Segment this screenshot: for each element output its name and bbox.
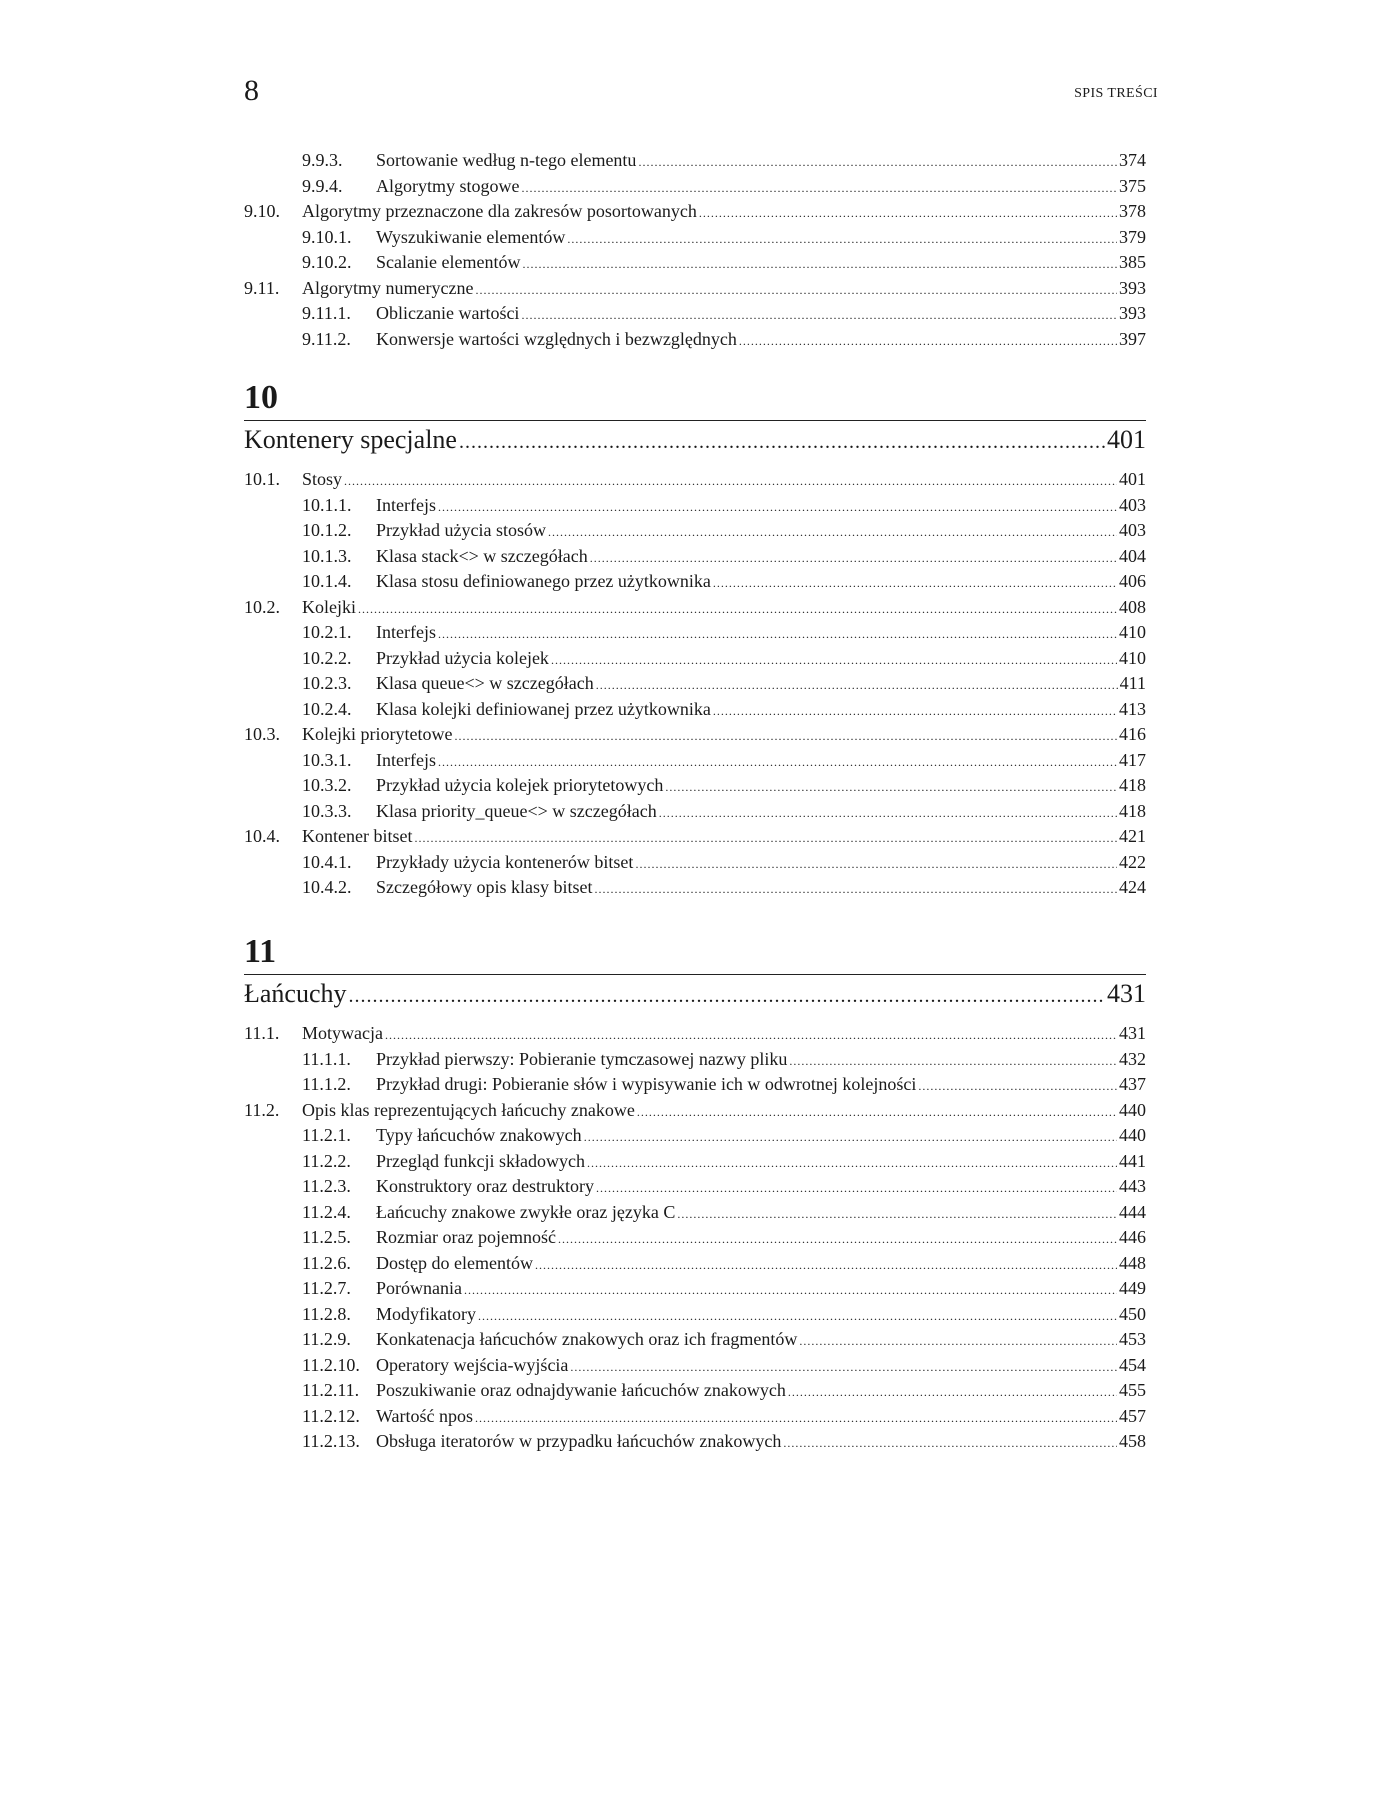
page-reference: 408	[1119, 596, 1146, 617]
section-number: 9.11.2.	[302, 328, 351, 349]
toc-entry[interactable]	[244, 850, 1146, 876]
section-number: 11.2.10.	[302, 1354, 360, 1375]
dot-leader	[637, 1100, 1117, 1126]
section-number: 11.1.2.	[302, 1074, 351, 1094]
page-reference: 449	[1119, 1278, 1146, 1298]
page-reference: 417	[1119, 749, 1146, 770]
page-reference: 432	[1119, 1048, 1146, 1069]
dot-leader	[789, 1049, 1117, 1075]
section-title: Wartość npos	[376, 1405, 474, 1426]
section-number: 10.1.1.	[302, 494, 352, 515]
section-title: Interfejs	[376, 494, 436, 515]
dot-leader	[665, 775, 1117, 801]
page-reference: 455	[1119, 1380, 1146, 1400]
section-title: Przykład użycia kolejek priorytetowych	[376, 775, 664, 795]
section-title: Opis klas reprezentujących łańcuchy znakowe	[302, 1099, 635, 1120]
dot-leader	[548, 520, 1117, 546]
section-number: 11.2.8.	[302, 1303, 351, 1324]
toc-entry[interactable]	[244, 1200, 1146, 1226]
page-reference: 424	[1119, 877, 1146, 897]
toc-entry[interactable]	[244, 301, 1146, 327]
page-reference: 393	[1119, 303, 1146, 323]
dot-leader	[385, 1023, 1117, 1049]
section-title: Kontener bitset	[302, 826, 413, 846]
section-title: Typy łańcuchów znakowych	[376, 1125, 582, 1145]
chapter-number: 11	[244, 933, 277, 970]
page-reference: 385	[1119, 252, 1146, 272]
dot-leader	[590, 546, 1117, 572]
dot-leader	[459, 423, 1105, 461]
dot-leader	[587, 1151, 1117, 1177]
dot-leader	[918, 1074, 1117, 1100]
toc-entry[interactable]	[244, 697, 1146, 723]
dot-leader	[414, 826, 1117, 852]
toc-entry[interactable]	[244, 595, 1146, 621]
toc-entry[interactable]	[244, 722, 1146, 748]
section-number: 11.2.	[244, 1099, 280, 1120]
section-number: 10.4.1.	[302, 851, 352, 872]
section-title: Łańcuchy znakowe zwykłe oraz języka C	[376, 1201, 676, 1222]
section-number: 11.2.12.	[302, 1405, 360, 1426]
page-reference: 421	[1119, 826, 1146, 846]
dot-leader	[570, 1355, 1117, 1381]
chapter-10	[244, 378, 1146, 901]
page-reference: 454	[1119, 1354, 1146, 1375]
section-title: Scalanie elementów	[376, 252, 521, 272]
section-title: Konkatenacja łańcuchów znakowych oraz ich fragmentów	[376, 1329, 798, 1349]
page-reference: 411	[1119, 673, 1146, 693]
dot-leader	[475, 1406, 1117, 1432]
toc-entry[interactable]	[244, 620, 1146, 646]
page-reference: 418	[1119, 800, 1146, 821]
toc-entry[interactable]	[244, 671, 1146, 697]
chapter-entries	[244, 467, 1146, 901]
page-reference: 450	[1119, 1303, 1146, 1324]
section-number: 10.2.4.	[302, 698, 352, 719]
section-number: 9.9.3.	[302, 150, 343, 170]
toc-entry[interactable]	[244, 773, 1146, 799]
section-number: 9.10.1.	[302, 226, 352, 247]
toc-entry[interactable]	[244, 1251, 1146, 1277]
toc-entry[interactable]	[244, 1123, 1146, 1149]
section-title: Przegląd funkcji składowych	[376, 1150, 585, 1171]
section-title: Konwersje wartości względnych i bezwzględnych	[376, 328, 737, 349]
dot-leader	[739, 329, 1117, 355]
dot-leader	[584, 1125, 1117, 1151]
toc-entry[interactable]	[244, 1098, 1146, 1124]
chapter-title-row[interactable]	[244, 421, 1146, 459]
chapter-number: 10	[244, 379, 278, 416]
section-number: 10.4.	[244, 826, 280, 846]
dot-leader	[438, 750, 1117, 776]
section-title: Motywacja	[302, 1023, 383, 1043]
dot-leader	[522, 252, 1117, 278]
toc-continuation	[244, 148, 1146, 352]
section-title: Przykład użycia stosów	[376, 520, 546, 540]
page-reference: 431	[1119, 1023, 1146, 1043]
section-title: Interfejs	[376, 749, 436, 770]
page-reference: 416	[1119, 724, 1146, 744]
dot-leader	[454, 724, 1117, 750]
page-reference: 437	[1119, 1074, 1146, 1094]
toc-entry[interactable]	[244, 1302, 1146, 1328]
section-number: 11.2.6.	[302, 1252, 351, 1273]
chapter-page: 401	[1107, 425, 1146, 454]
page-reference: 404	[1119, 545, 1146, 566]
section-number: 10.3.2.	[302, 775, 352, 795]
toc-entry[interactable]	[244, 1353, 1146, 1379]
section-number: 11.2.3.	[302, 1176, 351, 1196]
page-reference: 458	[1119, 1431, 1146, 1451]
section-number: 11.2.7.	[302, 1278, 351, 1298]
dot-leader	[349, 977, 1105, 1015]
section-number: 11.2.2.	[302, 1150, 351, 1171]
running-header: SPIS TREŚCI	[1074, 86, 1158, 101]
toc-entry[interactable]	[244, 1429, 1146, 1455]
toc-entry[interactable]	[244, 875, 1146, 901]
section-title: Klasa kolejki definiowanej przez użytkownika	[376, 698, 711, 719]
page-reference: 441	[1119, 1150, 1146, 1171]
section-number: 10.3.	[244, 724, 280, 744]
dot-leader	[677, 1202, 1117, 1228]
page-reference: 440	[1119, 1099, 1146, 1120]
page-reference: 403	[1119, 520, 1146, 540]
dot-leader	[567, 227, 1117, 253]
page-reference: 410	[1119, 622, 1146, 642]
section-number: 10.1.4.	[302, 571, 352, 591]
page-reference: 457	[1119, 1405, 1146, 1426]
page-reference: 422	[1119, 851, 1146, 872]
dot-leader	[475, 278, 1117, 304]
toc-entry[interactable]	[244, 1072, 1146, 1098]
page-reference: 397	[1119, 328, 1146, 349]
dot-leader	[558, 1227, 1117, 1253]
toc-entry[interactable]	[244, 276, 1146, 302]
dot-leader	[438, 495, 1117, 521]
dot-leader	[344, 469, 1117, 495]
toc-entry[interactable]	[244, 1047, 1146, 1073]
toc-entry[interactable]	[244, 748, 1146, 774]
page-reference: 401	[1119, 469, 1146, 489]
dot-leader	[788, 1380, 1117, 1406]
section-title: Poszukiwanie oraz odnajdywanie łańcuchów znakowych	[376, 1380, 786, 1400]
section-number: 11.2.5.	[302, 1227, 351, 1247]
toc-entry[interactable]	[244, 646, 1146, 672]
section-number: 10.3.3.	[302, 800, 352, 821]
page-reference: 403	[1119, 494, 1146, 515]
page-reference: 453	[1119, 1329, 1146, 1349]
page-reference: 393	[1119, 277, 1146, 298]
section-number: 11.2.1.	[302, 1125, 351, 1145]
toc-entry[interactable]	[244, 250, 1146, 276]
section-title: Interfejs	[376, 622, 436, 642]
section-number: 11.1.	[244, 1023, 280, 1043]
toc-entry[interactable]	[244, 1276, 1146, 1302]
section-title: Kolejki	[302, 596, 356, 617]
toc-entry[interactable]	[244, 1021, 1146, 1047]
section-title: Sortowanie według n-tego elementu	[376, 150, 637, 170]
section-number: 11.2.4.	[302, 1201, 351, 1222]
chapter-page: 431	[1107, 979, 1146, 1008]
section-title: Algorytmy numeryczne	[302, 277, 474, 298]
dot-leader	[551, 648, 1117, 674]
dot-leader	[478, 1304, 1117, 1330]
dot-leader	[535, 1253, 1117, 1279]
toc-entry[interactable]	[244, 824, 1146, 850]
section-title: Przykłady użycia kontenerów bitset	[376, 851, 634, 872]
toc-entry[interactable]	[244, 199, 1146, 225]
section-title: Klasa queue<> w szczegółach	[376, 673, 594, 693]
dot-leader	[699, 201, 1117, 227]
page-reference: 448	[1119, 1252, 1146, 1273]
section-title: Dostęp do elementów	[376, 1252, 533, 1273]
dot-leader	[596, 1176, 1117, 1202]
section-number: 11.1.1.	[302, 1048, 351, 1069]
dot-leader	[521, 303, 1117, 329]
dot-leader	[799, 1329, 1117, 1355]
section-title: Porównania	[376, 1278, 462, 1298]
section-number: 11.2.9.	[302, 1329, 351, 1349]
chapter-11	[244, 932, 1146, 1455]
dot-leader	[713, 699, 1117, 725]
section-title: Klasa stosu definiowanego przez użytkownika	[376, 571, 711, 591]
toc-entry[interactable]	[244, 327, 1146, 353]
section-title: Kolejki priorytetowe	[302, 724, 453, 744]
toc-entry[interactable]	[244, 174, 1146, 200]
dot-leader	[783, 1431, 1117, 1457]
page-reference: 379	[1119, 226, 1146, 247]
section-number: 11.2.11.	[302, 1380, 360, 1400]
section-title: Stosy	[302, 469, 343, 489]
chapter-entries	[244, 1021, 1146, 1455]
section-number: 10.1.	[244, 469, 280, 489]
toc-entry[interactable]	[244, 493, 1146, 519]
dot-leader	[635, 852, 1117, 878]
section-title: Obsługa iteratorów w przypadku łańcuchów znakowych	[376, 1431, 782, 1451]
section-number: 10.2.1.	[302, 622, 352, 642]
chapter-title: Łańcuchy	[244, 979, 347, 1008]
section-number: 9.11.	[244, 277, 280, 298]
page-reference: 418	[1119, 775, 1146, 795]
dot-leader	[596, 673, 1118, 699]
section-title: Klasa stack<> w szczegółach	[376, 545, 588, 566]
toc-entry[interactable]	[244, 544, 1146, 570]
section-title: Przykład drugi: Pobieranie słów i wypisywanie ich w odwrotnej kolejności	[376, 1074, 917, 1094]
toc-entry[interactable]	[244, 148, 1146, 174]
page-reference: 444	[1119, 1201, 1146, 1222]
toc-entry[interactable]	[244, 1404, 1146, 1430]
section-title: Wyszukiwanie elementów	[376, 226, 566, 247]
dot-leader	[594, 877, 1117, 903]
page-reference: 443	[1119, 1176, 1146, 1196]
section-number: 10.1.3.	[302, 545, 352, 566]
section-title: Obliczanie wartości	[376, 303, 520, 323]
section-title: Algorytmy przeznaczone dla zakresów posortowanych	[302, 201, 697, 221]
page-reference: 406	[1119, 571, 1146, 591]
toc-entry[interactable]	[244, 1225, 1146, 1251]
toc-entry[interactable]	[244, 225, 1146, 251]
page-reference: 410	[1119, 647, 1146, 668]
toc-entry[interactable]	[244, 1327, 1146, 1353]
section-number: 10.1.2.	[302, 520, 352, 540]
section-title: Operatory wejścia-wyjścia	[376, 1354, 569, 1375]
toc-entry[interactable]	[244, 1149, 1146, 1175]
page-reference: 440	[1119, 1125, 1146, 1145]
section-title: Rozmiar oraz pojemność	[376, 1227, 556, 1247]
section-number: 9.9.4.	[302, 175, 343, 196]
section-number: 9.11.1.	[302, 303, 351, 323]
toc-entry[interactable]	[244, 569, 1146, 595]
section-title: Algorytmy stogowe	[376, 175, 520, 196]
page-reference: 375	[1119, 175, 1146, 196]
page-reference: 413	[1119, 698, 1146, 719]
page-reference: 446	[1119, 1227, 1146, 1247]
dot-leader	[659, 801, 1117, 827]
page-reference: 378	[1119, 201, 1146, 221]
dot-leader	[522, 176, 1118, 202]
section-number: 9.10.2.	[302, 252, 352, 272]
chapter-title-row[interactable]	[244, 975, 1146, 1013]
toc-entry[interactable]	[244, 1378, 1146, 1404]
section-title: Modyfikatory	[376, 1303, 476, 1324]
section-title: Klasa priority_queue<> w szczegółach	[376, 800, 657, 821]
toc-entry[interactable]	[244, 467, 1146, 493]
toc-entry[interactable]	[244, 1174, 1146, 1200]
toc-entry[interactable]	[244, 799, 1146, 825]
section-title: Przykład pierwszy: Pobieranie tymczasowej nazwy pliku	[376, 1048, 788, 1069]
section-number: 9.10.	[244, 201, 280, 221]
section-number: 10.2.3.	[302, 673, 352, 693]
section-number: 10.2.	[244, 596, 280, 617]
section-number: 10.3.1.	[302, 749, 352, 770]
dot-leader	[638, 150, 1117, 176]
dot-leader	[464, 1278, 1117, 1304]
dot-leader	[438, 622, 1117, 648]
page-number: 8	[244, 74, 259, 107]
section-title: Konstruktory oraz destruktory	[376, 1176, 594, 1196]
chapter-title: Kontenery specjalne	[244, 425, 457, 454]
section-number: 11.2.13.	[302, 1431, 360, 1451]
toc-entry[interactable]	[244, 518, 1146, 544]
dot-leader	[713, 571, 1117, 597]
section-title: Szczegółowy opis klasy bitset	[376, 877, 593, 897]
section-number: 10.4.2.	[302, 877, 352, 897]
page-reference: 374	[1119, 150, 1146, 170]
section-title: Przykład użycia kolejek	[376, 647, 549, 668]
dot-leader	[358, 597, 1117, 623]
section-number: 10.2.2.	[302, 647, 352, 668]
